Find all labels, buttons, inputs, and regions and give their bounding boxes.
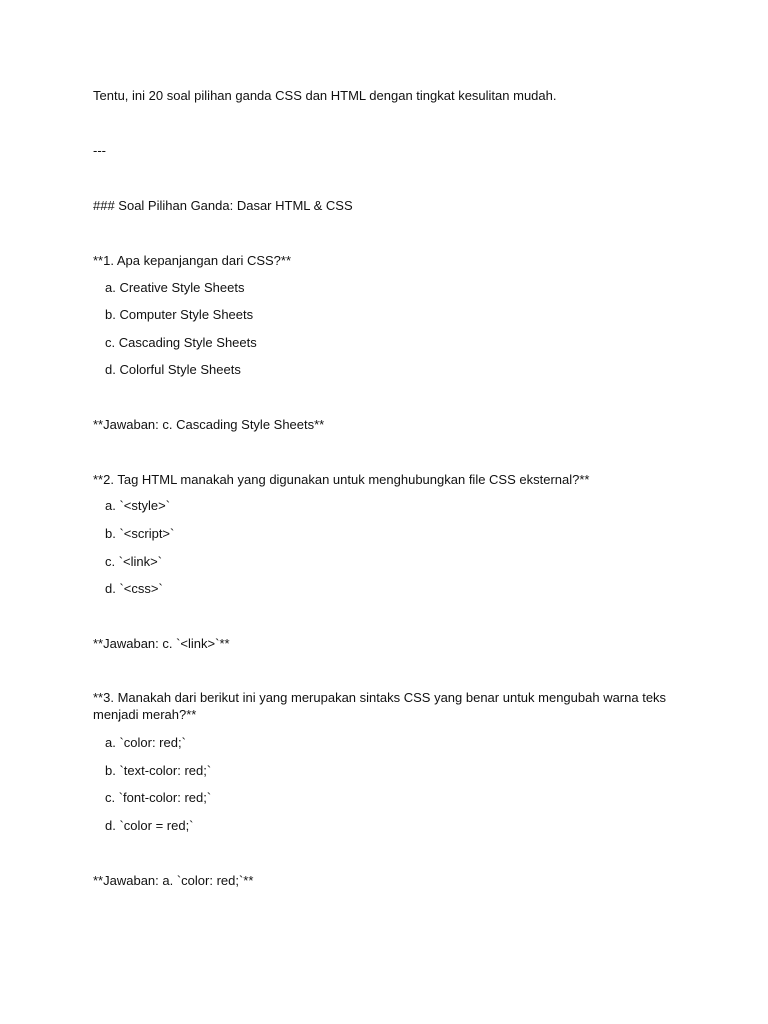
question-1-option-c: c. Cascading Style Sheets (105, 335, 257, 350)
question-3-option-c: c. `font-color: red;` (105, 790, 212, 805)
question-2-option-b: b. `<script>` (105, 526, 175, 541)
section-heading: ### Soal Pilihan Ganda: Dasar HTML & CSS (93, 198, 353, 213)
question-3: **3. Manakah dari berikut ini yang merupakan sintaks CSS yang benar untuk mengubah warna teks menjadi merah?** (93, 690, 667, 722)
question-1-option-b: b. Computer Style Sheets (105, 307, 254, 322)
question-2-answer: **Jawaban: c. `<link>`** (93, 636, 230, 651)
question-2-option-d: d. `<css>` (105, 581, 163, 596)
question-3-option-d: d. `color = red;` (105, 818, 194, 833)
question-3-option-b: b. `text-color: red;` (105, 763, 212, 778)
question-3-option-a: a. `color: red;` (105, 735, 186, 750)
question-1-option-a: a. Creative Style Sheets (105, 280, 245, 295)
separator: --- (93, 143, 106, 158)
question-1: **1. Apa kepanjangan dari CSS?** (93, 253, 292, 268)
intro-text: Tentu, ini 20 soal pilihan ganda CSS dan HTML dengan tingkat kesulitan mudah. (93, 88, 557, 103)
question-2-option-a: a. `<style>` (105, 498, 171, 513)
question-1-answer: **Jawaban: c. Cascading Style Sheets** (93, 417, 325, 432)
question-2-option-c: c. `<link>` (105, 554, 163, 569)
question-2: **2. Tag HTML manakah yang digunakan untuk menghubungkan file CSS eksternal?** (93, 472, 590, 487)
question-1-option-d: d. Colorful Style Sheets (105, 362, 241, 377)
question-3-answer: **Jawaban: a. `color: red;`** (93, 873, 254, 888)
